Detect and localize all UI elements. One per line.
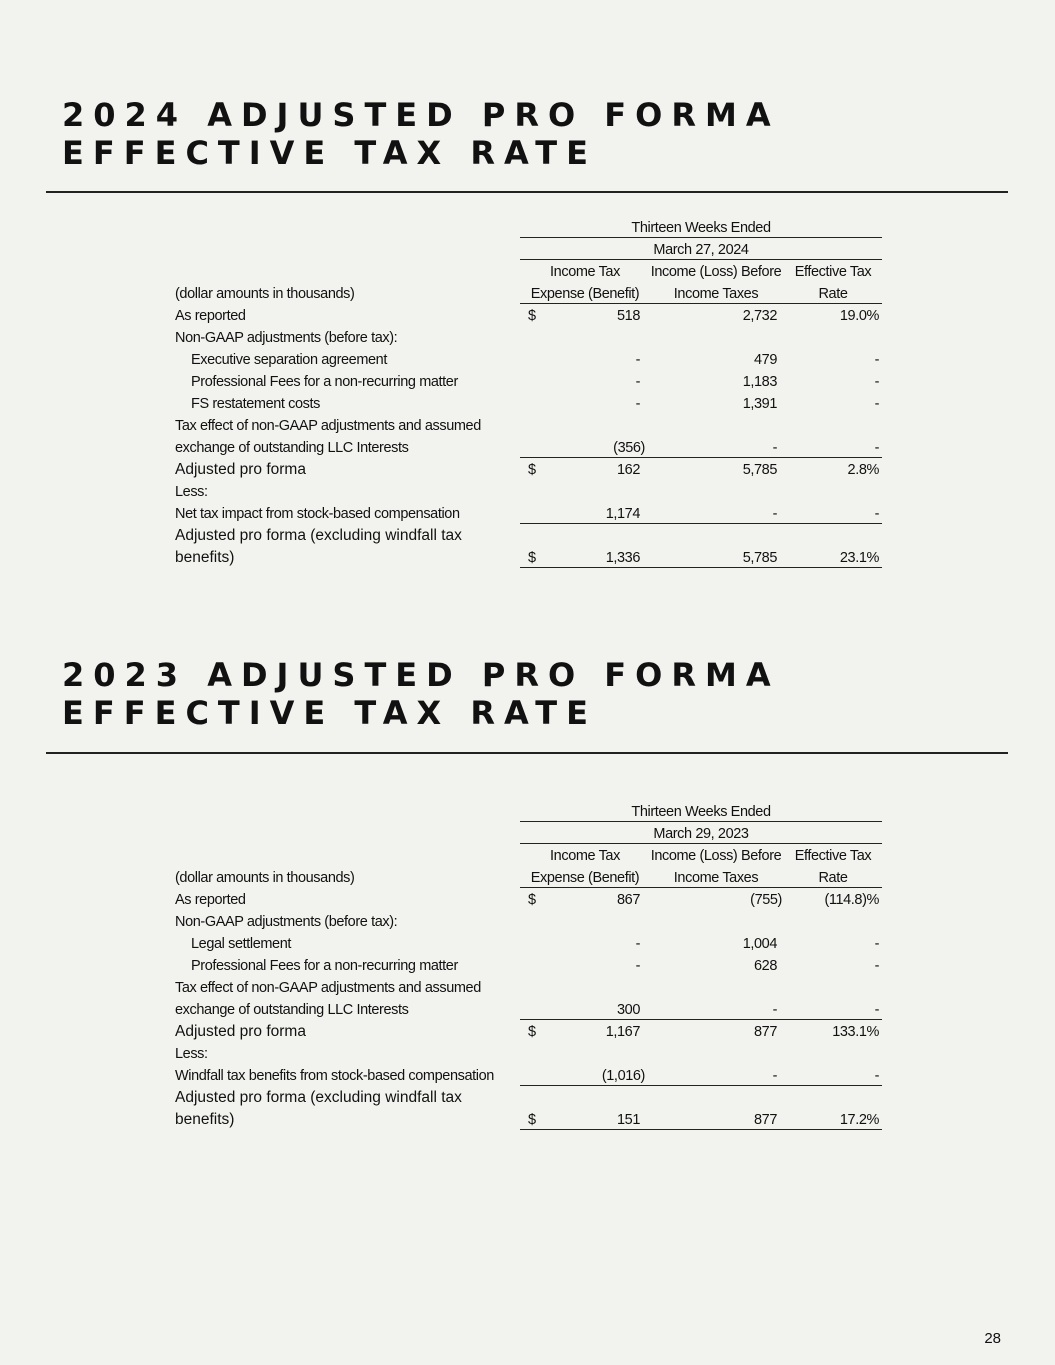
page-number: 28 [984,1330,1001,1347]
table-row [175,349,885,371]
table-row [175,911,885,933]
dollar-sign: $ [528,550,536,566]
period-date: March 27, 2024 [653,242,749,258]
row-label: exchange of outstanding LLC Interests [175,440,409,456]
table-row [175,415,885,437]
cell-income-before-tax: 479 [754,352,777,368]
row-label: Adjusted pro forma [175,461,306,478]
cell-effective-rate: - [874,1002,879,1018]
row-label: Less: [175,484,208,500]
table-row [175,525,885,547]
row-label: Tax effect of non-GAAP adjustments and assumed [175,980,481,996]
cell-tax-expense: - [635,936,640,952]
cell-tax-expense: (356) [613,440,645,456]
cell-tax-expense: - [635,958,640,974]
cell-tax-expense: (1,016) [601,1068,645,1084]
row-label: Legal settlement [191,936,291,952]
row-label: benefits) [175,549,235,566]
cell-effective-rate: 17.2% [839,1112,879,1128]
table-row [175,305,885,327]
row-label: exchange of outstanding LLC Interests [175,1002,409,1018]
col-header-effective-rate-2: Rate [818,286,848,302]
cell-income-before-tax: - [772,1002,777,1018]
cell-income-before-tax: 877 [754,1024,777,1040]
cell-effective-rate: - [874,374,879,390]
col-header-effective-rate: Effective Tax [794,264,872,280]
header-rule [520,821,882,822]
dollar-sign: $ [528,462,536,478]
table-row [175,437,885,459]
cell-effective-rate: 2.8% [847,462,879,478]
cell-income-before-tax: - [772,440,777,456]
cell-tax-expense: - [635,374,640,390]
header-rule [520,843,882,844]
period-label: Thirteen Weeks Ended [631,220,771,236]
col-header-income-before-tax-2: Income Taxes [673,286,759,302]
period-date: March 29, 2023 [653,826,749,842]
cell-tax-expense: 151 [617,1112,640,1128]
col-header-tax-expense-2: Expense (Benefit) [530,870,640,886]
row-label: Executive separation agreement [191,352,387,368]
table-row [175,1021,885,1043]
table-row [175,503,885,525]
cell-effective-rate: - [874,352,879,368]
total-rule [520,567,882,568]
row-label: Net tax impact from stock-based compensation [175,506,460,522]
row-label: benefits) [175,1111,235,1128]
cell-income-before-tax: - [772,506,777,522]
table-row [175,393,885,415]
col-header-tax-expense: Income Tax [550,264,620,280]
total-rule [520,457,882,458]
total-rule [520,1085,882,1086]
row-label: Adjusted pro forma (excluding windfall tax [175,1089,462,1106]
row-label: Professional Fees for a non-recurring matter [191,958,458,974]
cell-income-before-tax: - [772,1068,777,1084]
cell-income-before-tax: (755) [750,892,782,908]
header-rule [520,887,882,888]
table-row [175,889,885,911]
section-divider [46,752,1008,754]
dollar-sign: $ [528,1112,536,1128]
col-header-income-before-tax-2: Income Taxes [673,870,759,886]
header-rule [520,259,882,260]
table-row [175,481,885,503]
row-label: Tax effect of non-GAAP adjustments and assumed [175,418,481,434]
dollar-sign: $ [528,892,536,908]
table-row [175,955,885,977]
cell-income-before-tax: 1,183 [742,374,777,390]
col-header-tax-expense: Income Tax [550,848,620,864]
cell-income-before-tax: 5,785 [742,550,777,566]
cell-effective-rate: - [874,958,879,974]
table-row [175,977,885,999]
cell-income-before-tax: 628 [754,958,777,974]
table-row [175,999,885,1021]
cell-tax-expense: 1,336 [605,550,640,566]
units-label: (dollar amounts in thousands) [175,870,355,886]
row-label: As reported [175,892,246,908]
cell-tax-expense: - [635,352,640,368]
cell-effective-rate: 19.0% [839,308,879,324]
row-label: Less: [175,1046,208,1062]
cell-effective-rate: - [874,396,879,412]
table-row [175,547,885,569]
col-header-income-before-tax: Income (Loss) Before [650,848,782,864]
row-label: Professional Fees for a non-recurring matter [191,374,458,390]
tax-rate-table-2023 [175,801,885,1131]
cell-income-before-tax: 1,004 [742,936,777,952]
row-label: Adjusted pro forma [175,1023,306,1040]
dollar-sign: $ [528,1024,536,1040]
row-label: FS restatement costs [191,396,320,412]
section-title-2024: 2024 ADJUSTED PRO FORMA EFFECTIVE TAX RATE [62,96,780,172]
cell-income-before-tax: 5,785 [742,462,777,478]
row-label: Windfall tax benefits from stock-based compensation [175,1068,494,1084]
col-header-effective-rate-2: Rate [818,870,848,886]
total-rule [520,1019,882,1020]
section-divider [46,191,1008,193]
table-row [175,1109,885,1131]
cell-effective-rate: - [874,936,879,952]
row-label: Non-GAAP adjustments (before tax): [175,330,398,346]
header-rule [520,237,882,238]
cell-tax-expense: 1,174 [605,506,640,522]
col-header-tax-expense-2: Expense (Benefit) [530,286,640,302]
row-label: Adjusted pro forma (excluding windfall tax [175,527,462,544]
cell-income-before-tax: 877 [754,1112,777,1128]
cell-tax-expense: 300 [617,1002,640,1018]
table-row [175,1065,885,1087]
period-label: Thirteen Weeks Ended [631,804,771,820]
cell-tax-expense: 867 [617,892,640,908]
cell-income-before-tax: 2,732 [742,308,777,324]
cell-tax-expense: - [635,396,640,412]
cell-effective-rate: (114.8)% [824,892,879,908]
table-row [175,1087,885,1109]
row-label: As reported [175,308,246,324]
cell-effective-rate: - [874,1068,879,1084]
cell-effective-rate: - [874,440,879,456]
table-row [175,371,885,393]
cell-effective-rate: 133.1% [832,1024,879,1040]
cell-tax-expense: 518 [617,308,640,324]
col-header-income-before-tax: Income (Loss) Before [650,264,782,280]
table-row [175,1043,885,1065]
units-label: (dollar amounts in thousands) [175,286,355,302]
total-rule [520,1129,882,1130]
table-row [175,933,885,955]
col-header-effective-rate: Effective Tax [794,848,872,864]
tax-rate-table-2024 [175,217,885,569]
section-title-2023: 2023 ADJUSTED PRO FORMA EFFECTIVE TAX RATE [62,656,780,732]
cell-tax-expense: 162 [617,462,640,478]
row-label: Non-GAAP adjustments (before tax): [175,914,398,930]
cell-effective-rate: - [874,506,879,522]
table-row [175,327,885,349]
dollar-sign: $ [528,308,536,324]
cell-tax-expense: 1,167 [605,1024,640,1040]
table-row [175,459,885,481]
total-rule [520,523,882,524]
header-rule [520,303,882,304]
cell-income-before-tax: 1,391 [742,396,777,412]
cell-effective-rate: 23.1% [839,550,879,566]
